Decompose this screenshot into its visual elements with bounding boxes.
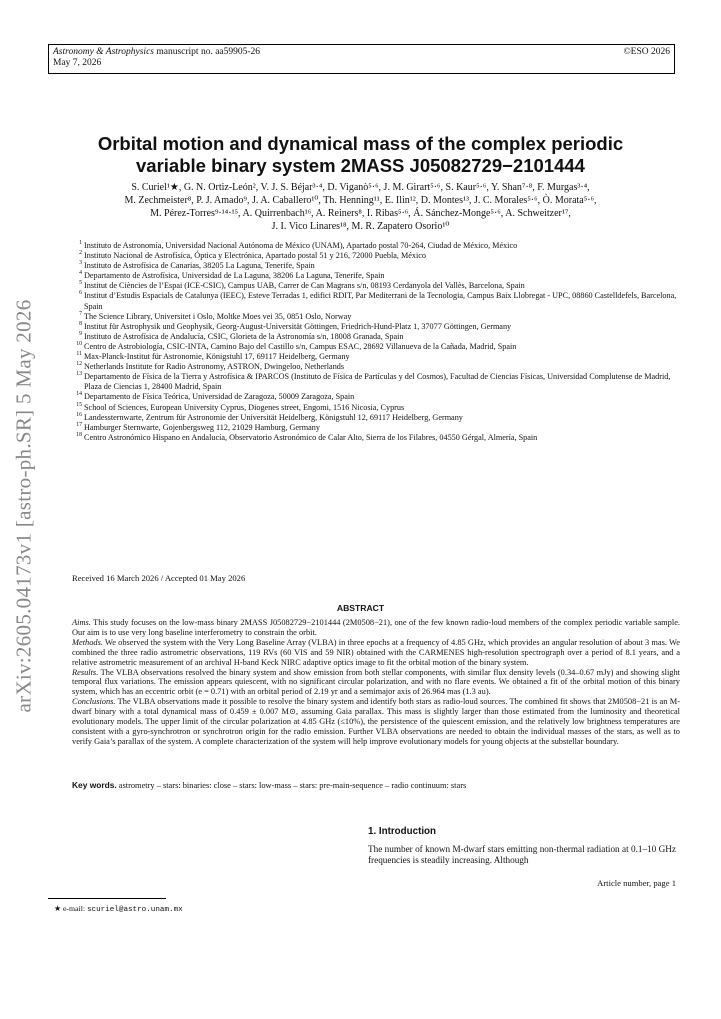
- affiliation-item: [72, 291, 680, 311]
- affiliation-text: Departamento de Astrofísica, Universidad de La Laguna, 38206 La Laguna, Tenerife, Spain: [84, 271, 385, 281]
- journal-name: Astronomy & Astrophysics: [53, 47, 154, 57]
- conclusions-text: The VLBA observations made it possible to resolve the binary system and identify both stars as radio-loud sources. The combined fit shows that 2M0508−21 is an M-dwarf binary with a total dynamical mass of 0.459 ± 0.007 M⊙, assuming Gaia parallax. This mass is slightly larger than those estimated from the luminosity and theoretical evolutionary models. The upper limit of the circular polarization at 4.85 GHz (≤10%), the persistence of the quiescent emission, and the relatively low brightness temperatures are consistent with a gyro-synchrotron or synchrotron origin for the radio emission. Further VLBA observations are needed to obtain the individual masses of the stars, as well as to verify Gaia’s parallax of the system. A complete characterization of the system will help improve evolutionary models for young objects at the substellar boundary.: [72, 697, 680, 746]
- paper-title: [60, 133, 661, 177]
- received-dates: Received 16 March 2026 / Accepted 01 May 2026: [72, 573, 246, 583]
- abstract-conclusions: [72, 697, 680, 747]
- keywords-text: astrometry – stars: binaries: close – stars: low-mass – stars: pre-main-sequence – radio continuum: stars: [116, 781, 467, 790]
- methods-text: We observed the system with the Very Long Baseline Array (VLBA) in three epochs at a frequency of 4.85 GHz, which provides an angular resolution of about 3 mas. We combined the three radio astrometric observations, 119 RVs (60 VIS and 59 NIR) obtained with the CARMENES high-resolution spectrograph over a period of 8.1 years, and a relative astrometric measurement of an archival H-band Keck NIRC adaptive optics image to fit the orbital motion of the binary system.: [72, 637, 680, 667]
- affiliation-text: Landessternwarte, Zentrum für Astronomie der Universität Heidelberg, Königstuhl 12, 69117 Heidelberg, Germany: [84, 412, 463, 422]
- title-line-1: Orbital motion and dynamical mass of the complex periodic: [97, 133, 624, 154]
- abstract-aims: [72, 618, 680, 638]
- affiliation-number: 13: [76, 371, 82, 378]
- affiliation-text: Institut de Ciències de l’Espai (ICE-CSIC), Campus UAB, Carrer de Can Magrans s/n, 08193 Cerdanyola del Vallès, Barcelona, Spain: [84, 281, 525, 291]
- affiliation-number: 9: [79, 330, 82, 337]
- affiliation-text: Centro de Astrobiología, CSIC-INTA, Camino Bajo del Castillo s/n, Campus ESAC, 28692 Villanueva de la Cañada, Madrid, Spain: [84, 341, 517, 351]
- arxiv-identifier: arXiv:2605.04173v1 [astro-ph.SR] 5 May 2026: [11, 299, 36, 713]
- affiliation-item: [72, 312, 680, 322]
- affiliation-item: [72, 251, 680, 261]
- affiliation-number: 1: [79, 240, 82, 246]
- footnote-marker: ★: [54, 904, 61, 913]
- affiliation-item: [72, 433, 680, 443]
- section-heading-introduction: 1. Introduction: [368, 826, 437, 837]
- affiliation-text: Departamento de Física de la Tierra y Astrofísica & IPARCOS (Instituto de Física de Partículas y del Cosmos), Facultad de Ciencias Físicas, Universidad Complutense de Madrid, Plaza de Ciencias 1, 28400 Madrid, Spain: [84, 372, 671, 392]
- methods-label: Methods.: [72, 637, 103, 647]
- header-date: May 7, 2026: [53, 58, 102, 68]
- footnote-email[interactable]: scuriel@astro.unam.mx: [86, 906, 183, 914]
- author-line: J. I. Vico Linares¹⁸, M. R. Zapatero Osorio¹⁰: [271, 221, 450, 232]
- affiliation-number: 10: [76, 340, 82, 347]
- affiliation-number: 17: [76, 421, 82, 428]
- affiliation-item: [72, 362, 680, 372]
- running-header: [48, 44, 675, 74]
- affiliation-item: [72, 322, 680, 332]
- affiliation-item: [72, 271, 680, 281]
- affiliation-number: 5: [79, 280, 82, 287]
- affiliation-number: 8: [79, 320, 82, 327]
- page-footer: Article number, page 1: [597, 878, 676, 888]
- affiliation-text: Centro Astronómico Hispano en Andalucía, Observatorio Astronómico de Calar Alto, Sierra de los Filabres, 04550 Gérgal, Almería, Spain: [84, 432, 538, 442]
- manuscript-number: manuscript no. aa59905-26: [153, 47, 261, 57]
- affiliation-item: [72, 281, 680, 291]
- introduction-text: The number of known M-dwarf stars emitting non-thermal radiation at 0.1–10 GHz frequencies is steadily increasing. Although: [368, 844, 676, 865]
- abstract-results: [72, 668, 680, 698]
- affiliation-item: [72, 392, 680, 402]
- title-line-2: variable binary system 2MASS J05082729−2101444: [136, 155, 585, 176]
- affiliation-text: Netherlands Institute for Radio Astronomy, ASTRON, Dwingeloo, Netherlands: [84, 362, 345, 372]
- affiliation-text: Max-Planck-Institut für Astronomie, Königstuhl 17, 69117 Heidelberg, Germany: [84, 352, 350, 362]
- affiliation-number: 14: [76, 391, 82, 398]
- affiliation-item: [72, 423, 680, 433]
- affiliation-number: 6: [79, 290, 82, 297]
- affiliation-item: [72, 261, 680, 271]
- author-line: M. Zechmeister⁸, P. J. Amado⁹, J. A. Caballero¹⁰, Th. Henning¹¹, E. Ilin¹², D. Montes¹³, J. C. Morales⁵·⁶, Ò. Morata⁵·⁶,: [124, 195, 597, 206]
- abstract-heading: ABSTRACT: [336, 603, 385, 613]
- affiliation-number: 2: [79, 250, 82, 257]
- affiliation-text: School of Sciences, European University Cyprus, Diogenes street, Engomi, 1516 Nicosia, Cyprus: [84, 402, 405, 412]
- affiliation-item: [72, 241, 680, 251]
- affiliation-item: [72, 413, 680, 423]
- author-line: M. Pérez-Torres⁹·¹⁴·¹⁵, A. Quirrenbach¹⁶, A. Reiners⁸, I. Ribas⁵·⁶, Á. Sánchez-Monge⁵·⁶, A. Schweitzer¹⁷,: [150, 208, 571, 219]
- affiliation-number: 12: [76, 361, 82, 368]
- footnote-rule: [48, 898, 166, 899]
- keywords: [72, 780, 680, 790]
- author-line: S. Curiel¹★, G. N. Ortiz-León², V. J. S. Béjar³·⁴, D. Viganò⁵·⁶, J. M. Girart⁵·⁶, S. Kaur⁵·⁶, Y. Shan⁷·⁸, F. Murgas³·⁴,: [131, 182, 590, 193]
- abstract: [72, 618, 680, 747]
- affiliation-number: 7: [79, 310, 82, 317]
- affiliation-text: Institut für Astrophysik und Geophysik, Georg-August-Universität Göttingen, Friedrich-Hund-Platz 1, 37077 Göttingen, Germany: [84, 321, 512, 331]
- arxiv-sidebar: [4, 266, 44, 746]
- affiliation-item: [72, 372, 680, 392]
- affiliation-number: 16: [76, 411, 82, 418]
- affiliation-text: The Science Library, Universitet i Oslo, Moltke Moes vei 35, 0851 Oslo, Norway: [84, 311, 352, 321]
- results-label: Results.: [72, 667, 99, 677]
- abstract-methods: [72, 638, 680, 668]
- affiliation-item: [72, 352, 680, 362]
- affiliation-item: [72, 332, 680, 342]
- aims-label: Aims.: [72, 618, 91, 627]
- affiliation-number: 18: [76, 431, 82, 438]
- affiliation-number: 11: [76, 351, 82, 358]
- conclusions-label: Conclusions.: [72, 697, 116, 707]
- author-list: [52, 181, 669, 233]
- footnote: [54, 904, 183, 914]
- affiliation-text: Instituto de Astrofísica de Canarias, 38205 La Laguna, Tenerife, Spain: [84, 261, 315, 271]
- affiliation-number: 4: [79, 270, 82, 277]
- affiliation-list: [72, 241, 680, 443]
- aims-text: This study focuses on the low-mass binary 2MASS J05082729−2101444 (2M0508−21), one of the few known radio-loud members of the complex periodic variable sample. Our aim is to use very long baseline interferometry to constrain the orbit.: [72, 618, 680, 637]
- affiliation-text: Instituto de Astronomía, Universidad Nacional Autónoma de México (UNAM), Apartado postal 70-264, Ciudad de México, México: [84, 241, 518, 250]
- affiliation-text: Institut d’Estudis Espacials de Catalunya (IEEC), Esteve Terradas 1, edifici RDIT, Par Mediterrani de la Tecnologia, Campus Baix Llobregat - UPC, 08860 Castelldefels, Barcelona, Spain: [84, 291, 677, 311]
- header-journal-info: [53, 47, 260, 69]
- affiliation-item: [72, 403, 680, 413]
- affiliation-text: Hamburger Sternwarte, Gojenbergsweg 112, 21029 Hamburg, Germany: [84, 422, 320, 432]
- affiliation-number: 15: [76, 401, 82, 408]
- affiliation-text: Departamento de Física Teórica, Universidad de Zaragoza, 50009 Zaragoza, Spain: [84, 392, 355, 402]
- affiliation-text: Instituto Nacional de Astrofísica, Óptica y Electrónica, Apartado postal 51 y 216, 72000 Puebla, México: [84, 251, 426, 261]
- affiliation-text: Instituto de Astrofísica de Andalucía, CSIC, Glorieta de la Astronomía s/n, 18008 Granada, Spain: [84, 331, 404, 341]
- results-text: The VLBA observations resolved the binary system and show emission from both stellar components, with similar flux density levels (0.34–0.67 mJy) and showing slight temporal flux variations. The emission appears quiescent, with no significant circular polarization, and with no flare events. We obtained a fit of the orbital motion of this binary system, which has an eccentric orbit (e = 0.71) with an orbital period of 2.19 yr and a semimajor axis of 26.964 mas (1.3 au).: [72, 667, 680, 697]
- footnote-label: e-mail:: [61, 904, 87, 913]
- header-copyright: ©ESO 2026: [623, 47, 670, 57]
- affiliation-number: 3: [79, 260, 82, 267]
- affiliation-item: [72, 342, 680, 352]
- keywords-label: Key words.: [72, 780, 117, 790]
